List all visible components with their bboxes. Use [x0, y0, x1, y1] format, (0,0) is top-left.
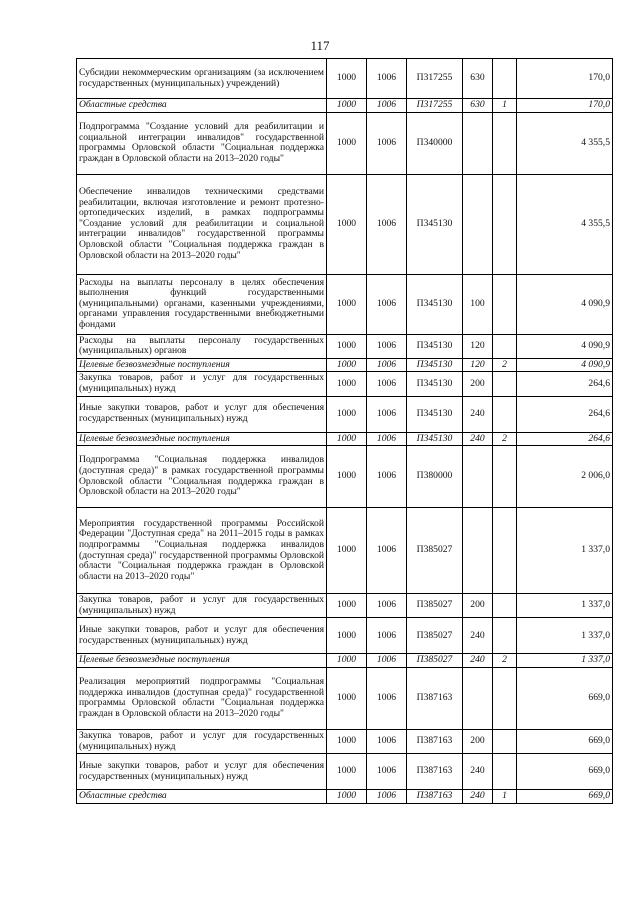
- table-row: [77, 667, 613, 729]
- row-amount: 264,6: [517, 432, 613, 446]
- table-row: [77, 790, 613, 804]
- table-body: [77, 59, 613, 804]
- table-row: [77, 654, 613, 668]
- row-amount: 669,0: [517, 667, 613, 729]
- row-funding-source-code: 1: [493, 99, 517, 113]
- row-funding-source-code: 1: [493, 790, 517, 804]
- row-expense-type-code: 630: [463, 59, 493, 99]
- row-amount: 4 090,9: [517, 358, 613, 372]
- table-row: [77, 99, 613, 113]
- row-section-code: 1000: [327, 432, 367, 446]
- table-row: [77, 59, 613, 99]
- row-amount: 4 355,5: [517, 112, 613, 174]
- row-expense-type-code: 240: [463, 432, 493, 446]
- row-section-code: 1000: [327, 667, 367, 729]
- row-section-code: 1000: [327, 754, 367, 790]
- row-expense-type-code: 240: [463, 654, 493, 668]
- row-amount: 170,0: [517, 59, 613, 99]
- row-subsection-code: 1006: [367, 667, 407, 729]
- row-description: Закупка товаров, работ и услуг для государственных (муниципальных) нужд: [77, 594, 327, 618]
- row-target-article-code: П345130: [407, 432, 463, 446]
- row-funding-source-code: [493, 334, 517, 358]
- row-amount: 669,0: [517, 729, 613, 753]
- row-section-code: 1000: [327, 372, 367, 396]
- row-funding-source-code: [493, 112, 517, 174]
- row-section-code: 1000: [327, 99, 367, 113]
- table-row: [77, 358, 613, 372]
- row-description: Реализация мероприятий подпрограммы "Социальная поддержка инвалидов (доступная среда)" государственной программы Орловской области "Социальная поддержка граждан в Орловской области на 2013–2020 годы": [77, 667, 327, 729]
- row-expense-type-code: [463, 446, 493, 508]
- row-subsection-code: 1006: [367, 372, 407, 396]
- row-amount: 170,0: [517, 99, 613, 113]
- row-section-code: 1000: [327, 654, 367, 668]
- row-description: Расходы на выплаты персоналу в целях обеспечения выполнения функций государственными (муниципальными) органами, казенными учреждениями, органами управления государственными внебюджетными фондами: [77, 274, 327, 334]
- row-subsection-code: 1006: [367, 729, 407, 753]
- row-amount: 1 337,0: [517, 654, 613, 668]
- row-target-article-code: П385027: [407, 654, 463, 668]
- table-row: [77, 334, 613, 358]
- row-target-article-code: П345130: [407, 396, 463, 432]
- row-target-article-code: П345130: [407, 358, 463, 372]
- row-funding-source-code: [493, 729, 517, 753]
- row-description: Мероприятия государственной программы Российской Федерации "Доступная среда" на 2011–2015 годы в рамках подпрограммы "Социальная поддержка инвалидов (доступная среда)" государственной программы Орловской области "Социальная поддержка граждан в Орловской области на 2013–2020 годы": [77, 508, 327, 594]
- row-description: Иные закупки товаров, работ и услуг для обеспечения государственных (муниципальных) нужд: [77, 754, 327, 790]
- row-description: Областные средства: [77, 790, 327, 804]
- table-row: [77, 174, 613, 274]
- row-expense-type-code: 200: [463, 729, 493, 753]
- row-section-code: 1000: [327, 334, 367, 358]
- row-target-article-code: П387163: [407, 754, 463, 790]
- row-section-code: 1000: [327, 446, 367, 508]
- table-row: [77, 446, 613, 508]
- row-amount: 4 090,9: [517, 274, 613, 334]
- row-description: Целевые безвозмездные поступления: [77, 358, 327, 372]
- table-row: [77, 274, 613, 334]
- page-number: 117: [310, 38, 330, 53]
- row-section-code: 1000: [327, 274, 367, 334]
- row-section-code: 1000: [327, 174, 367, 274]
- row-subsection-code: 1006: [367, 654, 407, 668]
- row-subsection-code: 1006: [367, 112, 407, 174]
- row-subsection-code: 1006: [367, 99, 407, 113]
- row-funding-source-code: [493, 396, 517, 432]
- table-row: [77, 372, 613, 396]
- row-expense-type-code: 630: [463, 99, 493, 113]
- row-subsection-code: 1006: [367, 358, 407, 372]
- row-subsection-code: 1006: [367, 334, 407, 358]
- table-row: [77, 594, 613, 618]
- row-target-article-code: П385027: [407, 594, 463, 618]
- row-subsection-code: 1006: [367, 618, 407, 654]
- row-funding-source-code: [493, 274, 517, 334]
- row-description: Иные закупки товаров, работ и услуг для обеспечения государственных (муниципальных) нужд: [77, 618, 327, 654]
- row-target-article-code: П380000: [407, 446, 463, 508]
- row-amount: 4 090,9: [517, 334, 613, 358]
- row-amount: 264,6: [517, 396, 613, 432]
- row-subsection-code: 1006: [367, 396, 407, 432]
- row-section-code: 1000: [327, 396, 367, 432]
- row-target-article-code: П345130: [407, 372, 463, 396]
- row-subsection-code: 1006: [367, 594, 407, 618]
- row-target-article-code: П385027: [407, 618, 463, 654]
- row-funding-source-code: [493, 59, 517, 99]
- row-target-article-code: П387163: [407, 729, 463, 753]
- budget-table: [76, 58, 613, 804]
- row-subsection-code: 1006: [367, 432, 407, 446]
- row-target-article-code: П345130: [407, 174, 463, 274]
- row-target-article-code: П340000: [407, 112, 463, 174]
- row-subsection-code: 1006: [367, 754, 407, 790]
- row-expense-type-code: 120: [463, 334, 493, 358]
- row-amount: 1 337,0: [517, 594, 613, 618]
- row-target-article-code: П385027: [407, 508, 463, 594]
- row-subsection-code: 1006: [367, 790, 407, 804]
- row-expense-type-code: [463, 667, 493, 729]
- row-subsection-code: 1006: [367, 508, 407, 594]
- table-row: [77, 508, 613, 594]
- row-expense-type-code: 200: [463, 372, 493, 396]
- row-description: Закупка товаров, работ и услуг для государственных (муниципальных) нужд: [77, 372, 327, 396]
- row-target-article-code: П387163: [407, 667, 463, 729]
- row-description: Подпрограмма "Создание условий для реабилитации и социальной интеграции инвалидов" государственной программы Орловской области "Социальная поддержка граждан в Орловской области на 2013–2020 годы": [77, 112, 327, 174]
- row-expense-type-code: 240: [463, 790, 493, 804]
- row-section-code: 1000: [327, 594, 367, 618]
- row-expense-type-code: [463, 508, 493, 594]
- row-amount: 1 337,0: [517, 508, 613, 594]
- row-description: Областные средства: [77, 99, 327, 113]
- row-funding-source-code: 2: [493, 358, 517, 372]
- row-funding-source-code: [493, 446, 517, 508]
- row-funding-source-code: [493, 594, 517, 618]
- row-funding-source-code: [493, 372, 517, 396]
- row-expense-type-code: [463, 174, 493, 274]
- row-description: Обеспечение инвалидов техническими средствами реабилитации, включая изготовление и ремонт протезно-ортопедических изделий, в рамках подпрограммы "Создание условий для реабилитации и социальной интеграции инвалидов" государственной программы Орловской области "Социальная поддержка граждан в Орловской области на 2013–2020 годы": [77, 174, 327, 274]
- row-expense-type-code: 240: [463, 754, 493, 790]
- row-funding-source-code: [493, 754, 517, 790]
- row-amount: 2 006,0: [517, 446, 613, 508]
- row-description: Иные закупки товаров, работ и услуг для обеспечения государственных (муниципальных) нужд: [77, 396, 327, 432]
- row-description: Расходы на выплаты персоналу государственных (муниципальных) органов: [77, 334, 327, 358]
- row-target-article-code: П317255: [407, 99, 463, 113]
- row-expense-type-code: 240: [463, 618, 493, 654]
- row-subsection-code: 1006: [367, 446, 407, 508]
- row-description: Закупка товаров, работ и услуг для государственных (муниципальных) нужд: [77, 729, 327, 753]
- row-description: Целевые безвозмездные поступления: [77, 432, 327, 446]
- row-section-code: 1000: [327, 508, 367, 594]
- row-target-article-code: П317255: [407, 59, 463, 99]
- row-description: Субсидии некоммерческим организациям (за исключением государственных (муниципальных) учреждений): [77, 59, 327, 99]
- row-expense-type-code: 240: [463, 396, 493, 432]
- table-row: [77, 112, 613, 174]
- row-expense-type-code: 120: [463, 358, 493, 372]
- row-amount: 1 337,0: [517, 618, 613, 654]
- row-subsection-code: 1006: [367, 174, 407, 274]
- row-section-code: 1000: [327, 790, 367, 804]
- row-section-code: 1000: [327, 358, 367, 372]
- row-description: Целевые безвозмездные поступления: [77, 654, 327, 668]
- row-subsection-code: 1006: [367, 274, 407, 334]
- row-section-code: 1000: [327, 618, 367, 654]
- row-description: Подпрограмма "Социальная поддержка инвалидов (доступная среда)" в рамках государственной программы Орловской области "Социальная поддержка граждан в Орловской области на 2013–2020 годы": [77, 446, 327, 508]
- row-subsection-code: 1006: [367, 59, 407, 99]
- row-target-article-code: П345130: [407, 334, 463, 358]
- row-amount: 669,0: [517, 754, 613, 790]
- row-funding-source-code: [493, 508, 517, 594]
- row-target-article-code: П345130: [407, 274, 463, 334]
- row-section-code: 1000: [327, 112, 367, 174]
- table-row: [77, 618, 613, 654]
- row-expense-type-code: [463, 112, 493, 174]
- row-section-code: 1000: [327, 59, 367, 99]
- row-funding-source-code: [493, 667, 517, 729]
- table-row: [77, 432, 613, 446]
- table-row: [77, 396, 613, 432]
- row-expense-type-code: 200: [463, 594, 493, 618]
- row-funding-source-code: 2: [493, 654, 517, 668]
- row-funding-source-code: [493, 174, 517, 274]
- row-amount: 669,0: [517, 790, 613, 804]
- row-amount: 4 355,5: [517, 174, 613, 274]
- table-row: [77, 729, 613, 753]
- row-funding-source-code: [493, 618, 517, 654]
- table-row: [77, 754, 613, 790]
- row-funding-source-code: 2: [493, 432, 517, 446]
- row-amount: 264,6: [517, 372, 613, 396]
- row-expense-type-code: 100: [463, 274, 493, 334]
- row-target-article-code: П387163: [407, 790, 463, 804]
- row-section-code: 1000: [327, 729, 367, 753]
